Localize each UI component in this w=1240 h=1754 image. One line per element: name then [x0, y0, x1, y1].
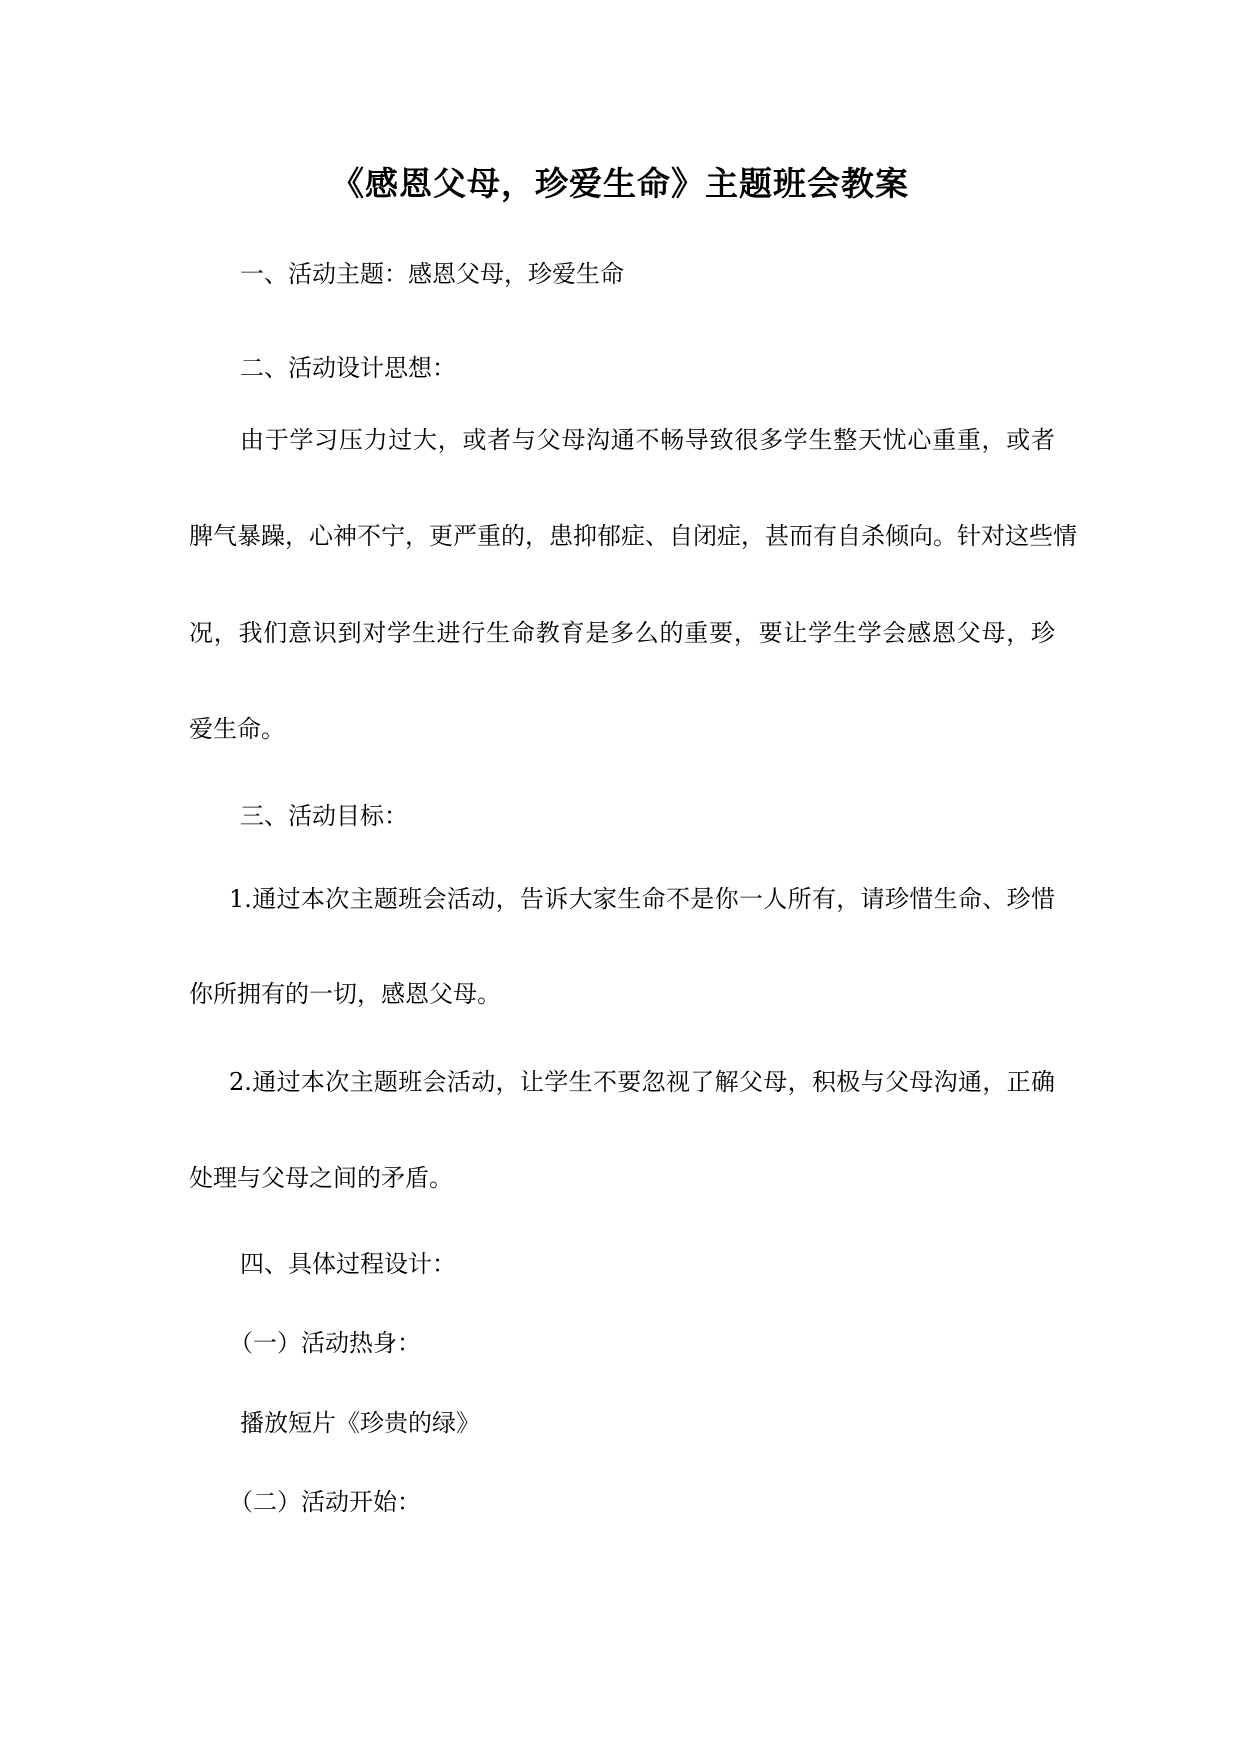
section-heading-design: 二、活动设计思想：: [240, 354, 456, 382]
goal-item-2-continued: 处理与父母之间的矛盾。: [189, 1164, 453, 1192]
paragraph-line: 爱生命。: [189, 715, 285, 743]
subsection-start: （二）活动开始：: [229, 1488, 421, 1516]
goal-item-1-continued: 你所拥有的一切，感恩父母。: [189, 980, 501, 1008]
paragraph-line: 由于学习压力过大，或者与父母沟通不畅导致很多学生整天忧心重重，或者: [240, 426, 1055, 454]
document-title: 《感恩父母，珍爱生命》主题班会教案: [331, 164, 909, 203]
goal-item-2: 2.通过本次主题班会活动，让学生不要忽视了解父母，积极与父母沟通，正确: [229, 1068, 1055, 1096]
warmup-content: 播放短片《珍贵的绿》: [240, 1409, 480, 1437]
goal-item-1: 1.通过本次主题班会活动，告诉大家生命不是你一人所有，请珍惜生命、珍惜: [229, 885, 1055, 913]
section-heading-process: 四、具体过程设计：: [240, 1250, 456, 1278]
paragraph-line: 脾气暴躁，心神不宁，更严重的，患抑郁症、自闭症，甚而有自杀倾向。针对这些情: [189, 522, 1077, 550]
paragraph-line: 况，我们意识到对学生进行生命教育是多么的重要，要让学生学会感恩父母，珍: [189, 619, 1055, 647]
section-heading-goals: 三、活动目标：: [240, 802, 408, 830]
subsection-warmup: （一）活动热身：: [229, 1329, 421, 1357]
section-heading-theme: 一、活动主题：感恩父母，珍爱生命: [240, 260, 624, 288]
